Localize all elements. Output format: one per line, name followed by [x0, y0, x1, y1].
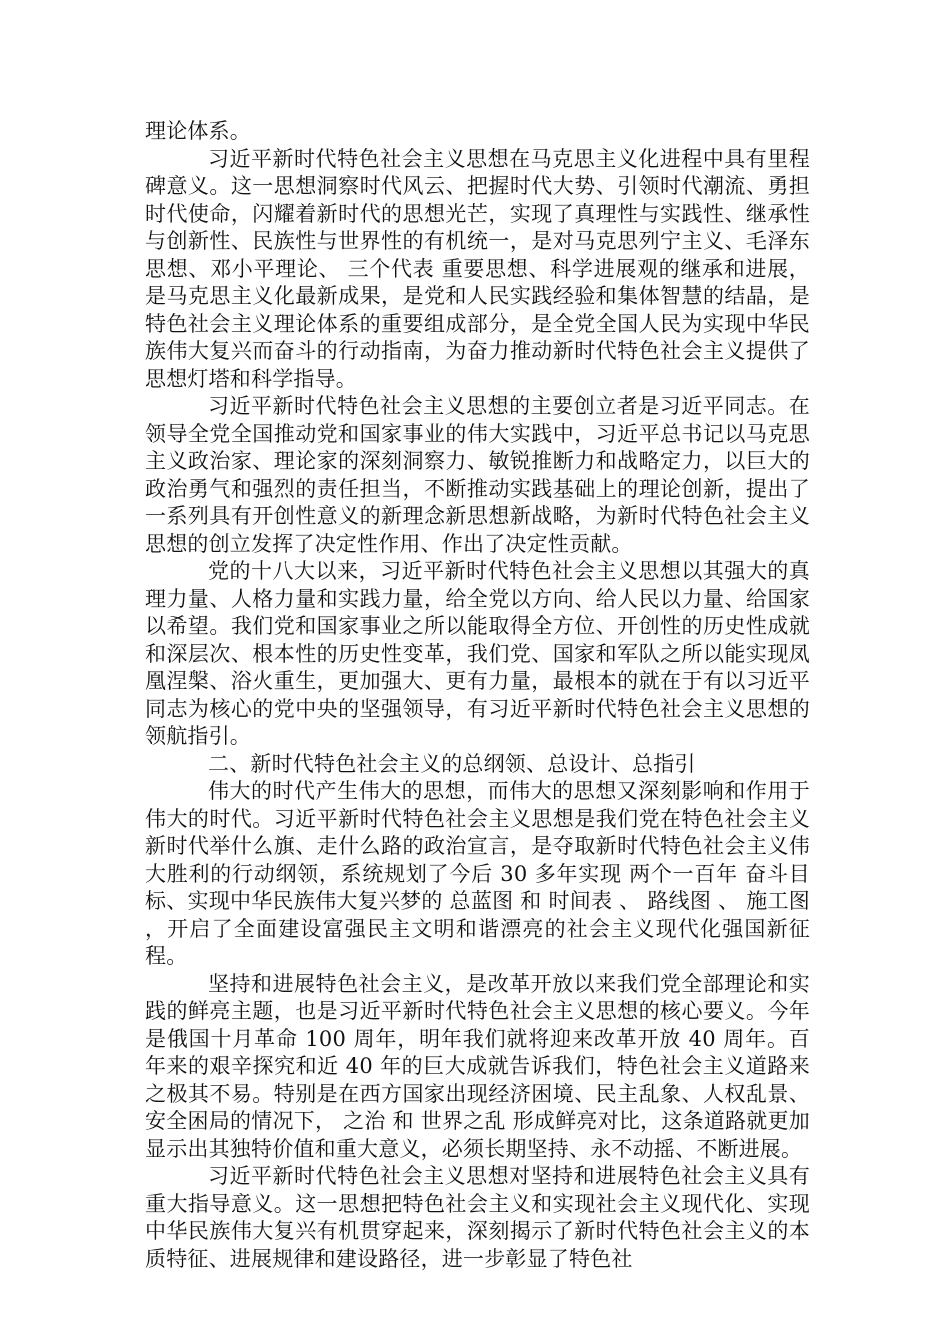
paragraph: 坚持和进展特色社会主义，是改革开放以来我们党全部理论和实践的鲜亮主题，也是习近平新时代特色社会主义思想的核心要义。今年是俄国十月革命 100 周年，明年我们就将迎来改革开放 40 周年。百年来的艰辛探究和近 40 年的巨大成就告诉我们，特色社会主义道路来之极其不易。特别是在西方国家出现经济困境、民主乱象、人权乱景、安全困局的情况下， 之治 和 世界之乱 形成鲜亮对比，这条道路就更加显示出其独特价值和重大意义，必须长期坚持、永不动摇、不断进展。: [145, 971, 810, 1161]
section-heading: 二、新时代特色社会主义的总纲领、总设计、总指引: [208, 751, 696, 776]
paragraph: 习近平新时代特色社会主义思想的主要创立者是习近平同志。在领导全党全国推动党和国家事业的伟大实践中，习近平总书记以马克思主义政治家、理论家的深刻洞察力、敏锐推断力和战略定力，以巨大的政治勇气和强烈的责任担当，不断推动实践基础上的理论创新，提出了一系列具有开创性意义的新理念新思想新战略，为新时代特色社会主义思想的创立发挥了决定性作用、作出了决定性贡献。: [145, 394, 810, 556]
paragraph: 习近平新时代特色社会主义思想在马克思主义化进程中具有里程碑意义。这一思想洞察时代风云、把握时代大势、引领时代潮流、勇担时代使命，闪耀着新时代的思想光芒，实现了真理性与实践性、继承性与创新性、民族性与世界性的有机统一，是对马克思列宁主义、毛泽东思想、邓小平理论、 三个代表 重要思想、科学进展观的继承和进展，是马克思主义化最新成果，是党和人民实践经验和集体智慧的结晶，是特色社会主义理论体系的重要组成部分，是全党全国人民为实现中华民族伟大复兴而奋斗的行动指南，为奋力推动新时代特色社会主义提供了思想灯塔和科学指导。: [145, 146, 810, 391]
paragraph-continuation: 理论体系。: [145, 119, 251, 143]
paragraph: 伟大的时代产生伟大的思想，而伟大的思想又深刻影响和作用于伟大的时代。习近平新时代特色社会主义思想是我们党在特色社会主义新时代举什么旗、走什么路的政治宣言，是夺取新时代特色社会主义伟大胜利的行动纲领，系统规划了今后 30 多年实现 两个一百年 奋斗目标、实现中华民族伟大复兴梦的 总蓝图 和 时间表 、 路线图 、 施工图 ，开启了全面建设富强民主文明和谐漂亮的社会主义现代化强国新征程。: [145, 779, 810, 968]
paragraph: 党的十八大以来，习近平新时代特色社会主义思想以其强大的真理力量、人格力量和实践力量，给全党以方向、给人民以力量、给国家以希望。我们党和国家事业之所以能取得全方位、开创性的历史性成就和深层次、根本性的历史性变革，我们党、国家和军队之所以能实现凤凰涅槃、浴火重生，更加强大、更有力量，最根本的就在于有以习近平同志为核心的党中央的坚强领导，有习近平新时代特色社会主义思想的领航指引。: [145, 559, 810, 748]
document-body: [145, 118, 810, 1273]
paragraph: 习近平新时代特色社会主义思想对坚持和进展特色社会主义具有重大指导意义。这一思想把特色社会主义和实现社会主义现代化、实现中华民族伟大复兴有机贯穿起来，深刻揭示了新时代特色社会主义的本质特征、进展规律和建设路径，进一步彰显了特色社: [145, 1164, 810, 1271]
